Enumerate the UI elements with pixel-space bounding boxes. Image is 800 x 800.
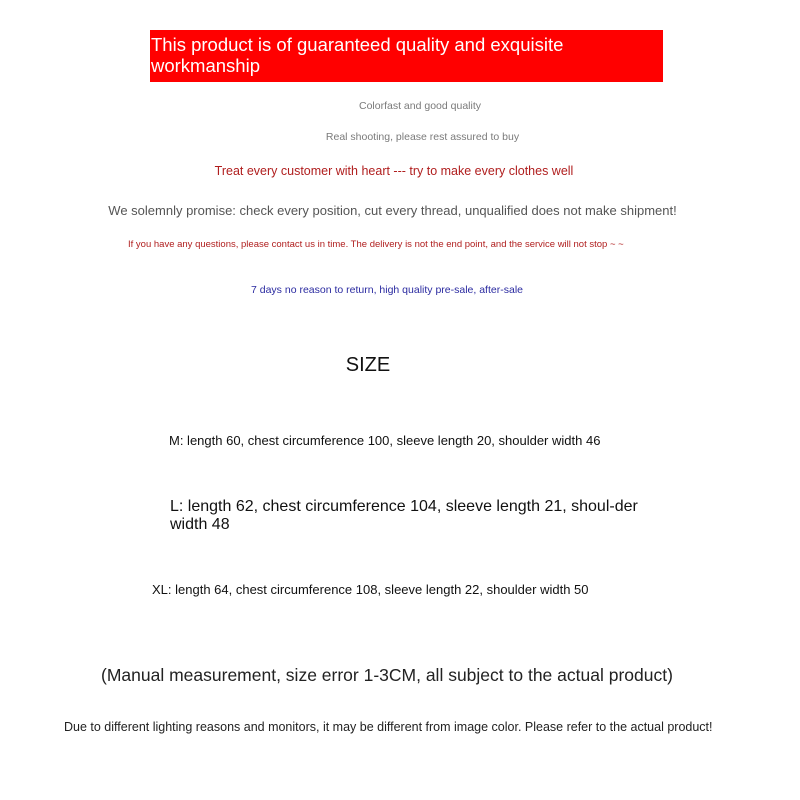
contact-text: If you have any questions, please contact us in time. The delivery is not the end point, and the service will not stop ~ ~ (128, 239, 624, 250)
quality-banner: This product is of guaranteed quality and exquisite workmanship (150, 30, 663, 82)
return-policy-text: 7 days no reason to return, high quality pre-sale, after-sale (251, 284, 523, 296)
size-l: L: length 62, chest circumference 104, sleeve length 21, shoul-der width 48 (170, 498, 638, 533)
size-m: M: length 60, chest circumference 100, sleeve length 20, shoulder width 46 (169, 433, 601, 448)
promise-text: We solemnly promise: check every position, cut every thread, unqualified does not make shipment! (108, 203, 677, 218)
treat-customer-text: Treat every customer with heart --- try to make every clothes well (214, 164, 574, 178)
size-title: SIZE (345, 354, 391, 376)
measurement-note: (Manual measurement, size error 1-3CM, all subject to the actual product) (101, 665, 673, 685)
size-xl: XL: length 64, chest circumference 108, sleeve length 22, shoulder width 50 (152, 582, 589, 597)
colorfast-text: Colorfast and good quality (359, 100, 481, 112)
real-shooting-text: Real shooting, please rest assured to buy (325, 131, 520, 143)
color-disclaimer: Due to different lighting reasons and monitors, it may be different from image color. Please refer to the actual product! (64, 720, 713, 734)
